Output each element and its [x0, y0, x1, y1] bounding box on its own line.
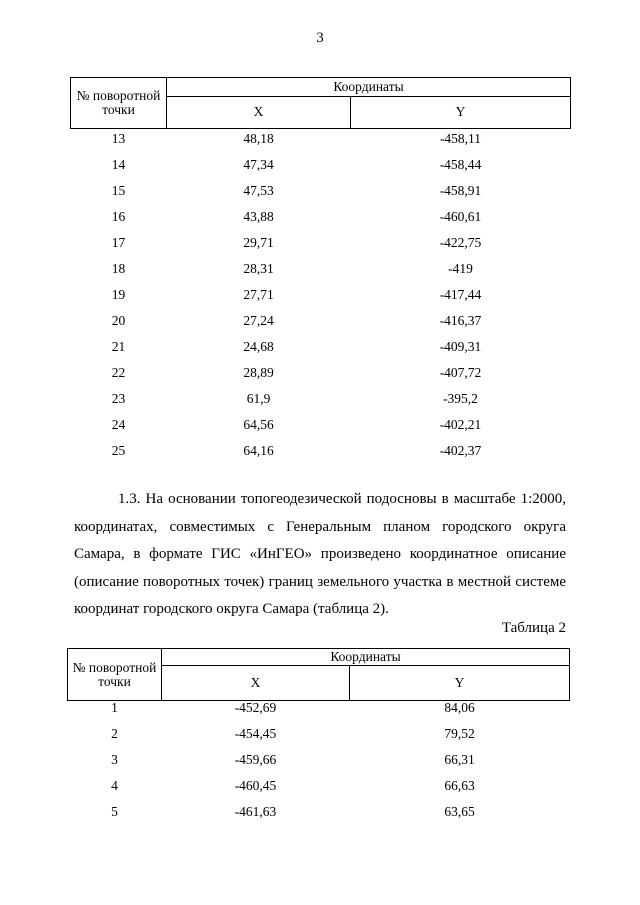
y-cell: -422,75 — [439, 235, 482, 250]
point-number-cell: 20 — [111, 313, 126, 328]
table-row — [71, 363, 571, 389]
header-y: Y — [350, 666, 570, 701]
x-cell: 64,56 — [243, 417, 274, 432]
y-cell: -416,37 — [439, 313, 482, 328]
x-cell: -452,69 — [234, 700, 277, 715]
header-x: X — [162, 666, 350, 701]
y-cell: -419 — [448, 261, 473, 276]
y-cell: -409,31 — [439, 339, 482, 354]
point-number-cell: 4 — [111, 778, 118, 793]
point-number-cell: 3 — [111, 752, 118, 767]
y-cell: -395,2 — [443, 391, 478, 406]
x-cell: 27,24 — [243, 313, 274, 328]
y-cell: -402,37 — [439, 443, 482, 458]
page-number: 3 — [316, 30, 324, 46]
header-coordinates: Координаты — [162, 649, 570, 666]
header-y: Y — [351, 96, 571, 128]
y-cell: -402,21 — [439, 417, 482, 432]
table-caption: Таблица 2 — [501, 620, 566, 636]
point-number-cell: 23 — [111, 391, 126, 406]
y-cell: 84,06 — [444, 700, 475, 715]
table-row — [68, 727, 570, 753]
y-cell: 79,52 — [444, 726, 475, 741]
point-number-cell: 2 — [111, 726, 118, 741]
x-cell: 48,18 — [243, 131, 274, 146]
table-row — [71, 155, 571, 181]
table-body — [68, 701, 570, 832]
table-row — [68, 753, 570, 779]
header-x: X — [167, 96, 351, 128]
point-number-cell: 15 — [111, 183, 126, 198]
y-cell: -458,91 — [439, 183, 482, 198]
x-cell: 28,89 — [243, 365, 274, 380]
point-number-cell: 1 — [111, 700, 118, 715]
x-cell: 28,31 — [243, 261, 274, 276]
header-point-number: № поворотной точки — [68, 649, 162, 701]
point-number-cell: 14 — [111, 157, 126, 172]
table-row — [71, 285, 571, 311]
table-row — [71, 415, 571, 441]
x-cell: -454,45 — [234, 726, 277, 741]
table-row — [71, 311, 571, 337]
x-cell: -461,63 — [234, 804, 277, 819]
point-number-cell: 13 — [111, 131, 126, 146]
point-number-cell: 19 — [111, 287, 126, 302]
table-row — [68, 701, 570, 728]
table-row — [68, 779, 570, 805]
x-cell: 27,71 — [243, 287, 274, 302]
x-cell: 47,53 — [243, 183, 274, 198]
x-cell: 29,71 — [243, 235, 274, 250]
x-cell: -460,45 — [234, 778, 277, 793]
table-row — [71, 129, 571, 156]
header-coordinates: Координаты — [167, 78, 571, 97]
x-cell: 61,9 — [246, 391, 271, 406]
x-cell: 24,68 — [243, 339, 274, 354]
y-cell: -460,61 — [439, 209, 482, 224]
x-cell: 47,34 — [243, 157, 274, 172]
table-row — [71, 389, 571, 415]
table-row — [71, 207, 571, 233]
table-row — [71, 233, 571, 259]
point-number-cell: 25 — [111, 443, 126, 458]
table-row — [71, 259, 571, 285]
coordinates-table-2 — [67, 648, 570, 831]
coordinates-table-1 — [70, 77, 571, 467]
x-cell: -459,66 — [234, 752, 277, 767]
y-cell: -458,44 — [439, 157, 482, 172]
point-number-cell: 18 — [111, 261, 126, 276]
y-cell: -417,44 — [439, 287, 482, 302]
y-cell: 63,65 — [444, 804, 475, 819]
y-cell: -458,11 — [439, 131, 482, 146]
table-row — [68, 805, 570, 831]
table-row — [71, 337, 571, 363]
point-number-cell: 22 — [111, 365, 126, 380]
x-cell: 43,88 — [243, 209, 274, 224]
point-number-cell: 17 — [111, 235, 126, 250]
table-row — [71, 181, 571, 207]
y-cell: -407,72 — [439, 365, 482, 380]
table-body — [71, 129, 571, 468]
point-number-cell: 5 — [111, 804, 118, 819]
header-point-number: № поворотной точки — [71, 78, 167, 129]
point-number-cell: 24 — [111, 417, 126, 432]
y-cell: 66,63 — [444, 778, 475, 793]
body-paragraph: 1.3. На основании топогеодезической подосновы в масштабе 1:2000, координатах, совместимых с Генеральным планом городского округа Самара, в формате ГИС «ИнГЕО» произведено координатное описание (описание поворотных точек) границ земельного участка в местной системе координат городского округа Самара (таблица 2). — [74, 491, 566, 618]
point-number-cell: 16 — [111, 209, 126, 224]
table-row — [71, 441, 571, 467]
point-number-cell: 21 — [111, 339, 126, 354]
y-cell: 66,31 — [444, 752, 475, 767]
x-cell: 64,16 — [243, 443, 274, 458]
